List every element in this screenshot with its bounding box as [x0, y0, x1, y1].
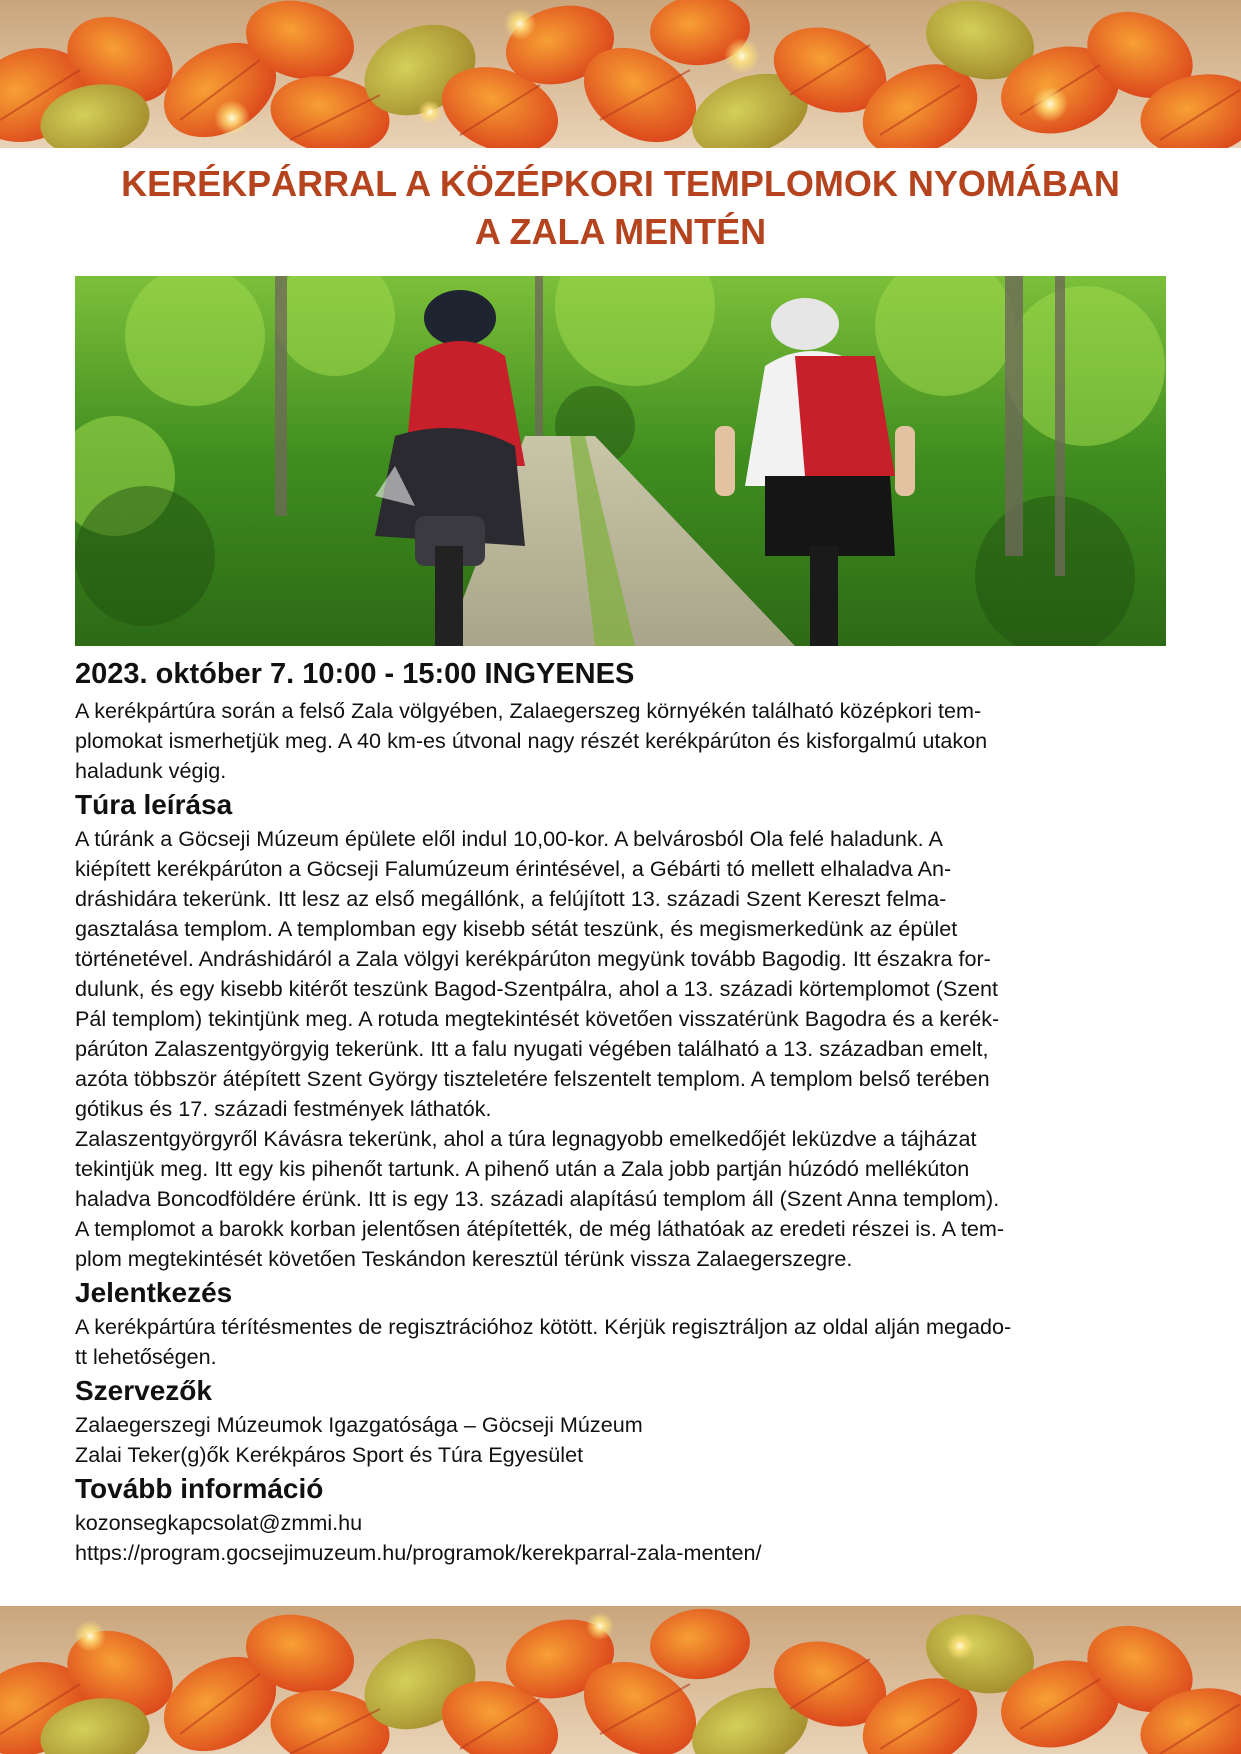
- more-info-contacts: [75, 1508, 1166, 1568]
- tour-line: azóta többször átépített Szent György tiszteletére felszentelt templom. A templom belső terében: [75, 1066, 990, 1091]
- contact-email[interactable]: kozonsegkapcsolat@zmmi.hu: [75, 1510, 363, 1535]
- leaves-illustration: [0, 0, 1241, 148]
- tour-line: Pál templom) tekintjünk meg. A rotuda megtekintését követően visszatérünk Bagodra és a kerék-: [75, 1006, 1000, 1031]
- tour-line: haladva Boncodföldére érünk. Itt is egy 13. századi alapítású templom áll (Szent Anna templom).: [75, 1186, 1000, 1211]
- registration-line: tt lehetőségen.: [75, 1344, 217, 1369]
- more-info-heading: Tovább információ: [75, 1473, 324, 1504]
- organizer-name: Zalai Teker(g)ők Kerékpáros Sport és Túra Egyesület: [75, 1442, 584, 1467]
- registration-line: A kerékpártúra térítésmentes de regisztrációhoz kötött. Kérjük regisztráljon az oldal alján megado-: [75, 1314, 1012, 1339]
- intro-paragraph: [75, 696, 1166, 786]
- organizer-name: Zalaegerszegi Múzeumok Igazgatósága – Göcseji Múzeum: [75, 1412, 643, 1437]
- registration-text: [75, 1312, 1166, 1372]
- autumn-leaves-bottom-border: [0, 1606, 1241, 1754]
- tour-description-heading: Túra leírása: [75, 789, 233, 820]
- title-line-1: KERÉKPÁRRAL A KÖZÉPKORI TEMPLOMOK NYOMÁBAN: [121, 163, 1120, 204]
- tour-line: gasztalása templom. A templomban egy kisebb sétát teszünk, és megismerkedünk az épület: [75, 916, 958, 941]
- intro-line: plomokat ismerhetjük meg. A 40 km-es útvonal nagy részét kerékpárúton és kisforgalmú utakon: [75, 728, 988, 753]
- title-line-2: A ZALA MENTÉN: [474, 211, 767, 252]
- leaves-illustration: [0, 1606, 1241, 1754]
- autumn-leaves-top-border: [0, 0, 1241, 148]
- tour-line: párúton Zalaszentgyörgyig tekerünk. Itt a falu nyugati végében található a 13. században emelt,: [75, 1036, 989, 1061]
- organizers-list: [75, 1410, 1166, 1470]
- tour-line: kiépített kerékpárúton a Göcseji Falumúzeum érintésével, a Gébárti tó mellett elhaladva An-: [75, 856, 952, 881]
- tour-description-text: [75, 824, 1166, 1274]
- event-date-time-price: 2023. október 7. 10:00 - 15:00 INGYENES: [75, 658, 635, 690]
- tour-line: gótikus és 17. századi festmények láthatók.: [75, 1096, 492, 1121]
- tour-line: történetével. Andráshidáról a Zala völgyi kerékpárúton megyünk tovább Bagodig. Itt északra for-: [75, 946, 991, 971]
- cyclists-forest-photo: [75, 276, 1166, 646]
- tour-line: dulunk, és egy kisebb kitérőt teszünk Bagod-Szentpálra, ahol a 13. századi körtemplomot (Szent: [75, 976, 999, 1001]
- tour-line: A templomot a barokk korban jelentősen átépítették, de még láthatóak az eredeti részei is. A tem-: [75, 1216, 1005, 1241]
- tour-line: Zalaszentgyörgyről Kávásra tekerünk, ahol a túra legnagyobb emelkedőjét leküzdve a tájházat: [75, 1126, 977, 1151]
- tour-line: plom megtekintését követően Teskándon keresztül térünk vissza Zalaegerszegre.: [75, 1246, 853, 1271]
- intro-line: A kerékpártúra során a felső Zala völgyében, Zalaegerszeg környékén található középkori tem-: [75, 698, 982, 723]
- event-url[interactable]: https://program.gocsejimuzeum.hu/programok/kerekparral-zala-menten/: [75, 1540, 762, 1565]
- photo-illustration: [75, 276, 1166, 646]
- tour-line: A túránk a Göcseji Múzeum épülete elől indul 10,00-kor. A belvárosból Ola felé haladunk. A: [75, 826, 943, 851]
- registration-heading: Jelentkezés: [75, 1277, 233, 1308]
- event-details: [75, 652, 1166, 1568]
- tour-line: tekintjük meg. Itt egy kis pihenőt tartunk. A pihenő után a Zala jobb partján húzódó mellékúton: [75, 1156, 970, 1181]
- tour-line: dráshidára tekerünk. Itt lesz az első megállónk, a felújított 13. századi Szent Kereszt felma-: [75, 886, 947, 911]
- intro-line: haladunk végig.: [75, 758, 227, 783]
- organizers-heading: Szervezők: [75, 1375, 212, 1406]
- event-title: [60, 160, 1181, 256]
